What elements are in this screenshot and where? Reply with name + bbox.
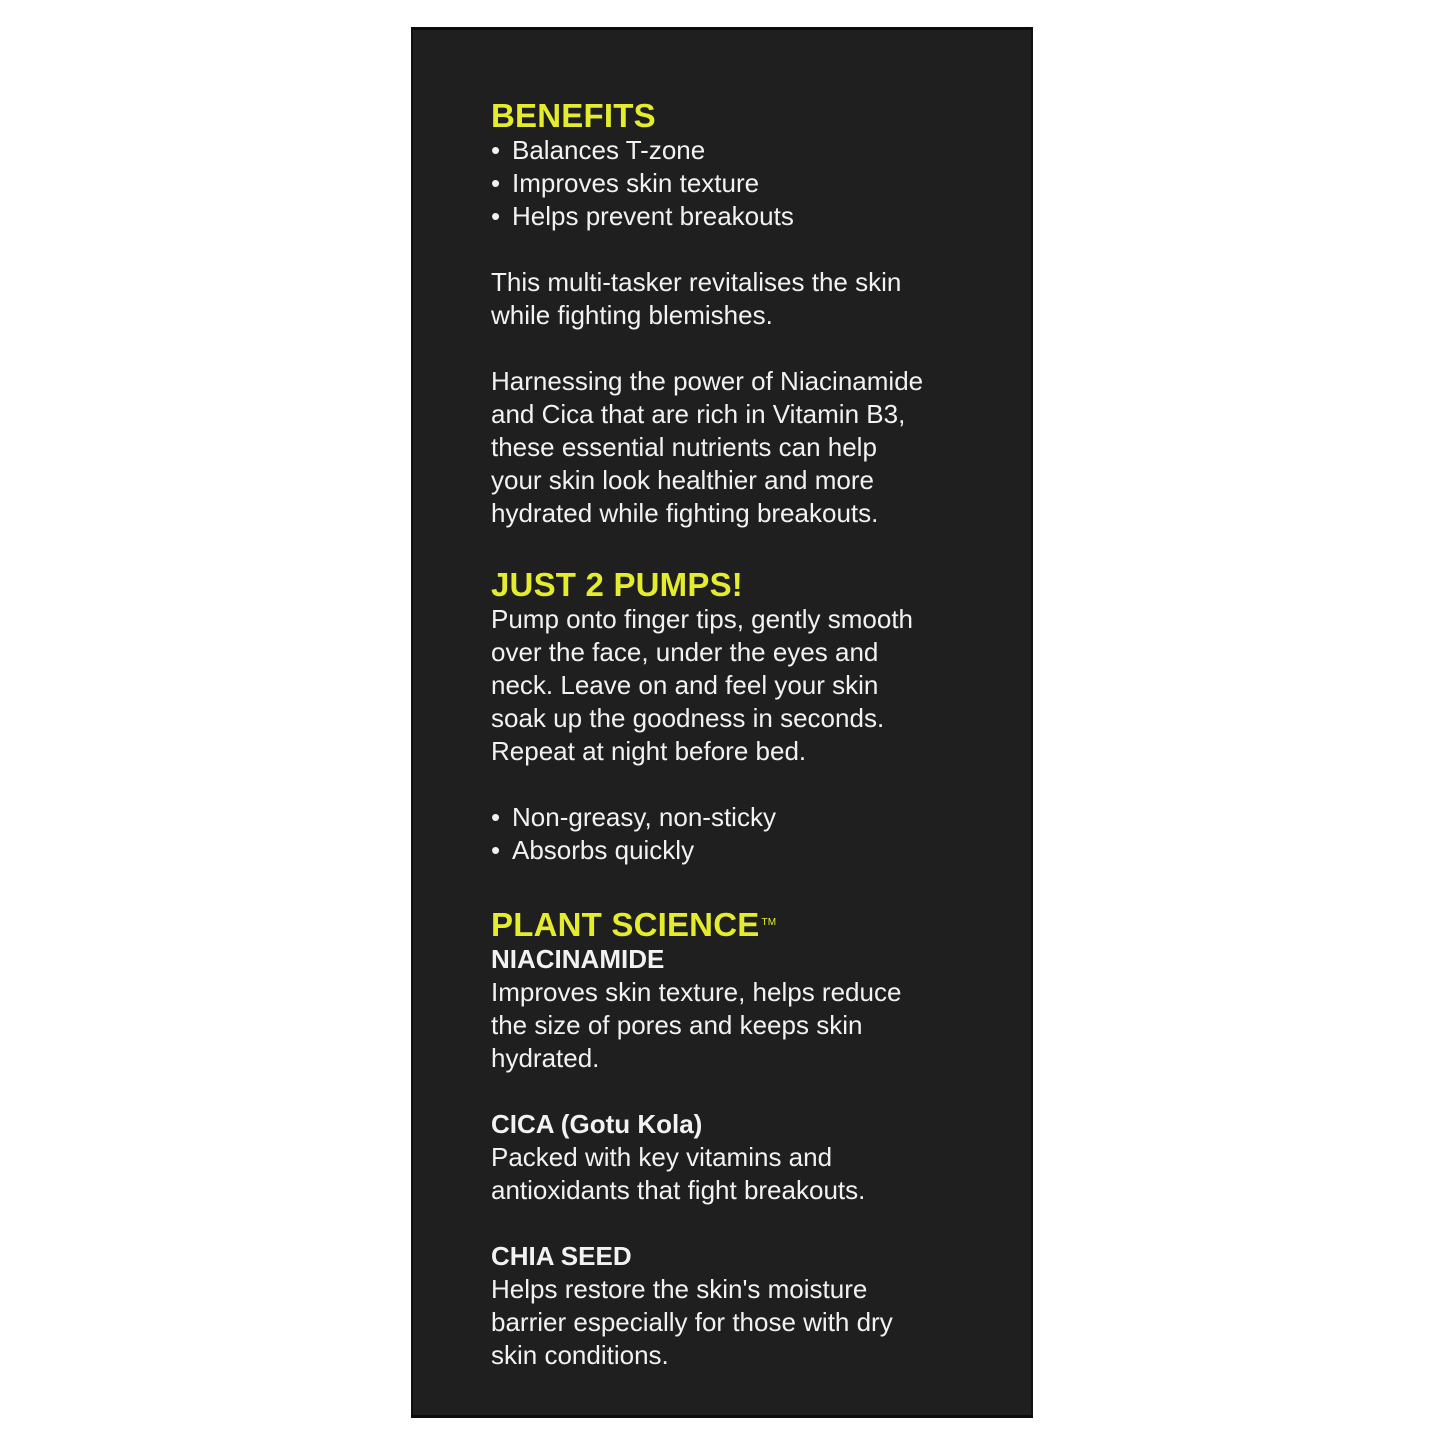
text-line: Repeat at night before bed. xyxy=(491,736,807,766)
benefits-heading: BENEFITS xyxy=(491,97,656,134)
benefit-item xyxy=(491,134,1011,167)
text-line: and Cica that are rich in Vitamin B3, xyxy=(491,399,906,429)
niacinamide-description xyxy=(491,976,1011,1075)
panel-content xyxy=(491,98,1011,1372)
benefit-item-label: Balances T-zone xyxy=(512,135,706,165)
spacer xyxy=(491,1207,1011,1240)
text-line: while fighting blemishes. xyxy=(491,300,773,330)
benefits-detail-paragraph xyxy=(491,365,1011,530)
spacer xyxy=(491,768,1011,801)
text-line: hydrated. xyxy=(491,1043,600,1073)
benefits-list xyxy=(491,134,1011,233)
benefit-item-label: Improves skin texture xyxy=(512,168,760,198)
spacer xyxy=(491,332,1011,365)
spacer xyxy=(491,530,1011,567)
text-line: these essential nutrients can help xyxy=(491,432,877,462)
text-line: barrier especially for those with dry xyxy=(491,1307,893,1337)
text-line: neck. Leave on and feel your skin xyxy=(491,670,879,700)
chia-seed-description xyxy=(491,1273,1011,1372)
text-line: Improves skin texture, helps reduce xyxy=(491,977,902,1007)
feature-item xyxy=(491,801,1011,834)
benefit-item-label: Helps prevent breakouts xyxy=(512,201,794,231)
bullet-icon: • xyxy=(491,201,501,231)
benefits-intro-paragraph xyxy=(491,266,1011,332)
benefit-item xyxy=(491,200,1011,233)
feature-item-label: Non-greasy, non-sticky xyxy=(512,802,776,832)
bullet-icon: • xyxy=(491,835,501,865)
text-line: over the face, under the eyes and xyxy=(491,637,879,667)
bullet-icon: • xyxy=(491,802,501,832)
cica-heading: CICA (Gotu Kola) xyxy=(491,1109,703,1139)
text-line: your skin look healthier and more xyxy=(491,465,874,495)
feature-item xyxy=(491,834,1011,867)
pumps-features-list xyxy=(491,801,1011,867)
plant-science-heading xyxy=(491,907,1011,943)
text-line: the size of pores and keeps skin xyxy=(491,1010,863,1040)
feature-item-label: Absorbs quickly xyxy=(512,835,695,865)
text-line: hydrated while fighting breakouts. xyxy=(491,498,879,528)
spacer xyxy=(491,867,1011,907)
bullet-icon: • xyxy=(491,168,501,198)
cica-description xyxy=(491,1141,1011,1207)
bullet-icon: • xyxy=(491,135,501,165)
niacinamide-heading: NIACINAMIDE xyxy=(491,944,665,974)
text-line: Packed with key vitamins and xyxy=(491,1142,833,1172)
chia-seed-heading: CHIA SEED xyxy=(491,1241,632,1271)
text-line: soak up the goodness in seconds. xyxy=(491,703,885,733)
text-line: This multi-tasker revitalises the skin xyxy=(491,267,902,297)
spacer xyxy=(491,233,1011,266)
text-line: Harnessing the power of Niacinamide xyxy=(491,366,924,396)
text-line: Helps restore the skin's moisture xyxy=(491,1274,868,1304)
text-line: skin conditions. xyxy=(491,1340,669,1370)
trademark-mark: TM xyxy=(761,917,777,928)
benefit-item xyxy=(491,167,1011,200)
text-line: antioxidants that fight breakouts. xyxy=(491,1175,866,1205)
pumps-heading: JUST 2 PUMPS! xyxy=(491,566,743,603)
spacer xyxy=(491,1075,1011,1108)
product-box-panel xyxy=(411,27,1033,1418)
text-line: Pump onto finger tips, gently smooth xyxy=(491,604,914,634)
pumps-instructions-paragraph xyxy=(491,603,1011,768)
plant-science-title: PLANT SCIENCE xyxy=(491,906,760,943)
